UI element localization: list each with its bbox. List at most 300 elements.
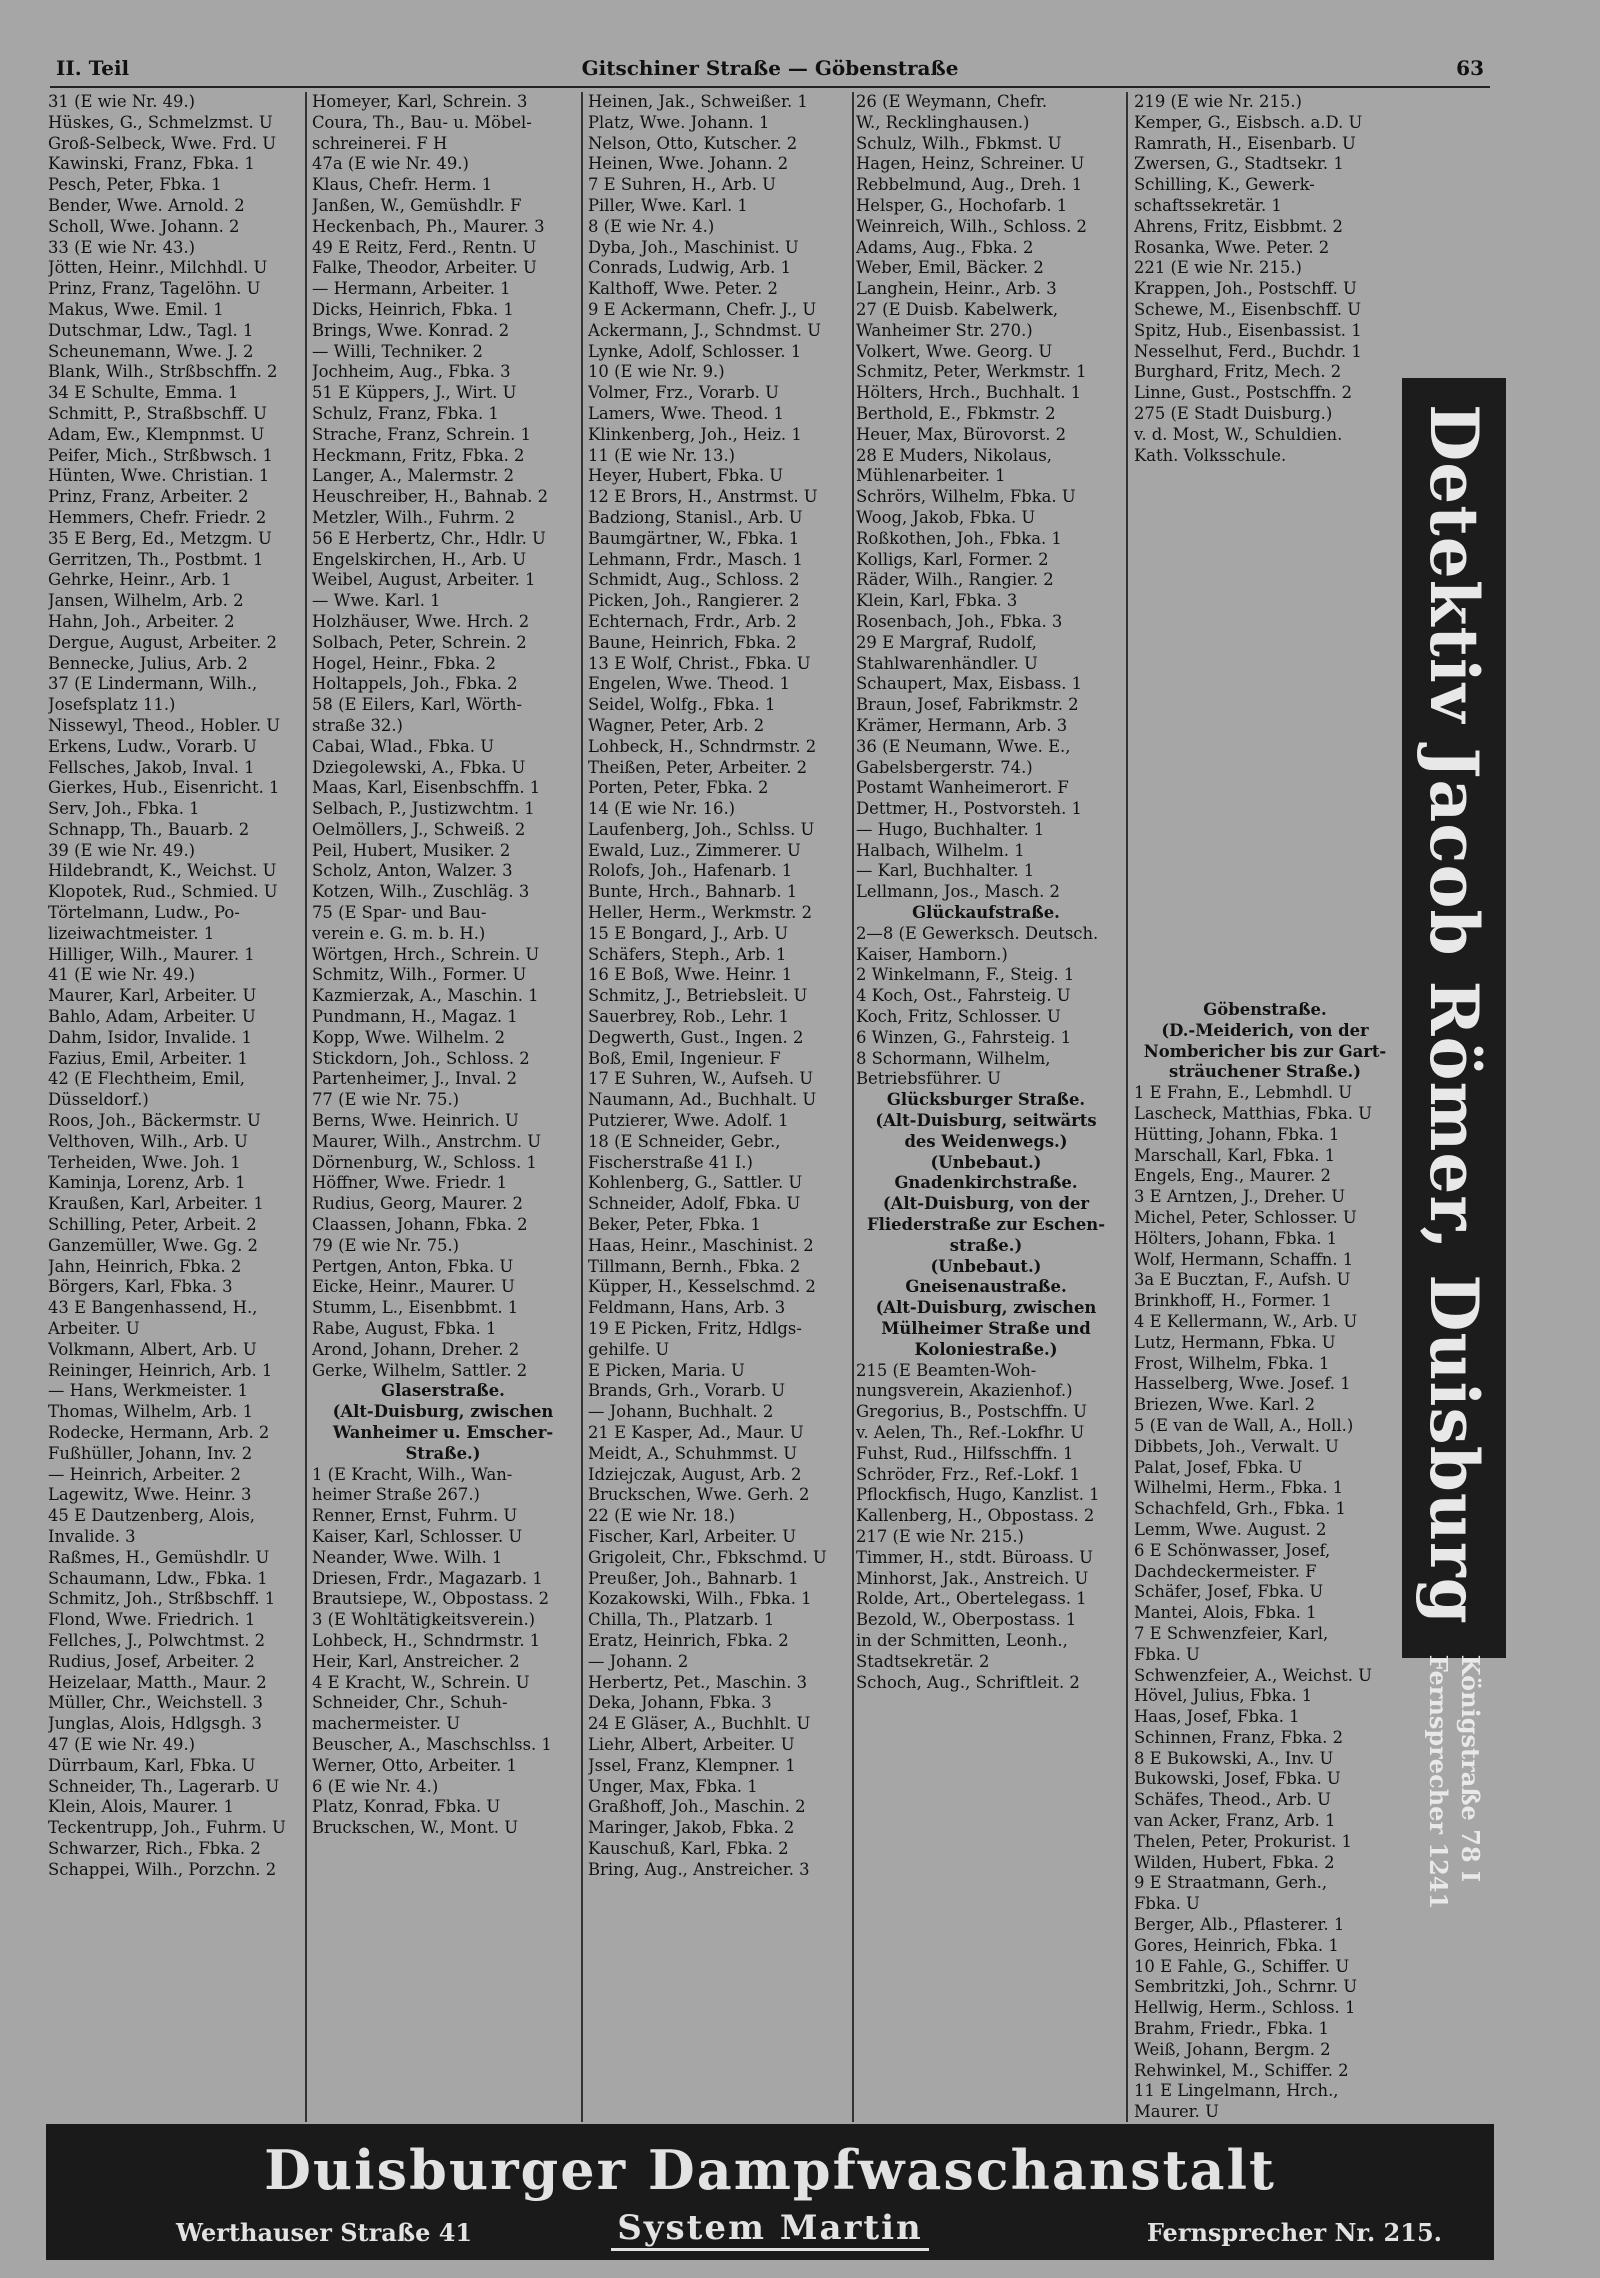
directory-entry-line: straße 32.)	[312, 715, 403, 735]
directory-entry-line: Heyer, Hubert, Fbka. U	[588, 466, 784, 486]
directory-entry-line: Stahlwarenhändler. U	[856, 653, 1038, 673]
street-range-title: Gitschiner Straße — Göbenstraße	[581, 56, 959, 80]
directory-entry-line: Berger, Alb., Pflasterer. 1	[1134, 1915, 1345, 1935]
directory-entry-line: Heckenbach, Ph., Maurer. 3	[312, 216, 545, 236]
directory-entry-line: Straße.)	[405, 1443, 481, 1463]
directory-entry-line: Platz, Wwe. Johann. 1	[588, 112, 770, 132]
directory-entry-line: Dziegolewski, A., Fbka. U	[312, 757, 526, 777]
directory-entry-line: 29 E Margraf, Rudolf,	[856, 632, 1037, 652]
directory-entry-line: Wanheimer u. Emscher-	[332, 1423, 554, 1442]
directory-entry-line: Brinkhoff, H., Former. 1	[1134, 1291, 1332, 1311]
directory-entry-line: Oelmöllers, J., Schweiß. 2	[312, 819, 526, 839]
directory-entry-line: 18 (E Schneider, Gebr.,	[588, 1131, 781, 1151]
directory-entry-line: Gregorius, B., Postschffn. U	[856, 1402, 1087, 1422]
directory-entry-line: Bruckschen, Wwe. Gerh. 2	[588, 1485, 810, 1505]
ad-laundry-phone: Fernsprecher Nr. 215.	[1146, 2218, 1442, 2247]
directory-entry-line: — Karl, Buchhalter. 1	[856, 861, 1035, 881]
directory-entry-line: Langer, A., Malermstr. 2	[312, 466, 515, 486]
directory-entry-line: Chilla, Th., Platzarb. 1	[588, 1610, 775, 1630]
directory-entry-line: Schachfeld, Grh., Fbka. 1	[1134, 1499, 1346, 1519]
directory-entry-line: (Alt-Duisburg, zwischen	[332, 1402, 554, 1422]
directory-entry-line: Degwerth, Gust., Ingen. 2	[588, 1027, 804, 1047]
directory-entry-line: Serv, Joh., Fbka. 1	[48, 799, 200, 819]
directory-entry-line: Heller, Herm., Werkmstr. 2	[588, 903, 813, 923]
directory-entry-line: Heuer, Max, Bürovorst. 2	[856, 424, 1067, 444]
directory-entry-line: Falke, Theodor, Arbeiter. U	[312, 258, 537, 278]
directory-entry-line: Blank, Wilh., Strßbschffn. 2	[48, 362, 278, 382]
directory-entry-line: 22 (E wie Nr. 18.)	[588, 1506, 736, 1526]
directory-entry-line: Adam, Ew., Klempnmst. U	[48, 424, 265, 444]
directory-entry-line: Brings, Wwe. Konrad. 2	[312, 320, 510, 340]
directory-entry-line: Stadtsekretär. 2	[856, 1651, 990, 1671]
directory-entry-line: Schinnen, Franz, Fbka. 2	[1134, 1727, 1344, 1747]
directory-entry-line: Roos, Joh., Bäckermstr. U	[48, 1111, 261, 1131]
directory-entry-line: Schäfer, Josef, Fbka. U	[1134, 1582, 1324, 1602]
directory-entry-line: Kopp, Wwe. Wilhelm. 2	[312, 1027, 506, 1047]
directory-entry-line: Fliederstraße zur Eschen-	[866, 1215, 1106, 1235]
directory-entry-line: Schneider, Adolf, Fbka. U	[588, 1194, 801, 1214]
directory-entry-line: Räder, Wilh., Rangier. 2	[856, 570, 1054, 590]
directory-entry-line: Picken, Joh., Rangierer. 2	[588, 591, 800, 611]
directory-entry-line: Jahn, Heinrich, Fbka. 2	[48, 1256, 242, 1276]
directory-entry-line: Rabe, August, Fbka. 1	[312, 1319, 497, 1339]
directory-entry-line: heimer Straße 267.)	[312, 1485, 480, 1505]
directory-entry-line: Piller, Wwe. Karl. 1	[588, 195, 748, 215]
directory-entry-line: Grigoleit, Chr., Fbkschmd. U	[588, 1547, 827, 1567]
ad-detective-phone: Fernsprecher 1241	[1424, 1654, 1453, 1910]
directory-entry-line: Terheiden, Wwe. Joh. 1	[48, 1152, 241, 1172]
directory-entry-line: Rolde, Art., Obertelegass. 1	[856, 1589, 1087, 1609]
directory-entry-line: Jochheim, Aug., Fbka. 3	[312, 362, 511, 382]
directory-entry-line: Kallenberg, H., Obpostass. 2	[856, 1506, 1095, 1526]
directory-entry-line: Fischer, Karl, Arbeiter. U	[588, 1526, 797, 1546]
directory-entry-line: Ramrath, H., Eisenbarb. U	[1134, 133, 1356, 153]
directory-entry-line: Lynke, Adolf, Schlosser. 1	[588, 341, 802, 361]
directory-entry-line: 16 E Boß, Wwe. Heinr. 1	[588, 965, 793, 985]
directory-entry-line: Rodecke, Hermann, Arb. 2	[48, 1423, 270, 1442]
directory-entry-line: Engels, Eng., Maurer. 2	[1134, 1166, 1331, 1186]
directory-entry-line: Zwersen, G., Stadtsekr. 1	[1134, 154, 1344, 174]
directory-entry-line: 27 (E Duisb. Kabelwerk,	[856, 299, 1059, 319]
directory-entry-line: Rosenbach, Joh., Fbka. 3	[856, 611, 1063, 631]
directory-entry-line: Wörtgen, Hrch., Schrein. U	[312, 944, 540, 964]
directory-entry-line: Sembritzki, Joh., Schrnr. U	[1134, 1977, 1358, 1997]
directory-entry-line: Laufenberg, Joh., Schlss. U	[588, 819, 815, 839]
directory-entry-line: v. d. Most, W., Schuldien.	[1134, 424, 1343, 444]
directory-entry-line: Höffner, Wwe. Friedr. 1	[312, 1173, 508, 1193]
directory-entry-line: Gerritzen, Th., Postbmt. 1	[48, 549, 264, 569]
directory-entry-line: Maurer. U	[1134, 2102, 1219, 2122]
directory-entry-line: Briezen, Wwe. Karl. 2	[1134, 1395, 1316, 1415]
directory-entry-line: Holzhäuser, Wwe. Hrch. 2	[312, 611, 530, 631]
directory-entry-line: Woog, Jakob, Fbka. U	[856, 507, 1036, 527]
directory-entry-line: 4 Koch, Ost., Fahrsteig. U	[856, 986, 1071, 1006]
directory-entry-line: Volkert, Wwe. Georg. U	[856, 341, 1053, 361]
directory-entry-line: Kolligs, Karl, Former. 2	[856, 549, 1049, 569]
directory-entry-line: Haas, Heinr., Maschinist. 2	[588, 1235, 814, 1255]
directory-entry-line: Bruckschen, W., Mont. U	[312, 1818, 519, 1838]
directory-entry-line: Hemmers, Chefr. Friedr. 2	[48, 507, 267, 527]
directory-entry-line: Heir, Karl, Anstreicher. 2	[312, 1651, 520, 1671]
directory-entry-line: 31 (E wie Nr. 49.)	[48, 92, 196, 111]
directory-entry-line: (Alt-Duisburg, seitwärts	[875, 1111, 1097, 1131]
directory-entry-line: Eicke, Heinr., Maurer. U	[312, 1277, 515, 1297]
directory-entry-line: Hahn, Joh., Arbeiter. 2	[48, 611, 235, 631]
directory-entry-line: 2—8 (E Gewerksch. Deutsch.	[856, 923, 1099, 943]
directory-entry-line: Theißen, Peter, Arbeiter. 2	[588, 757, 808, 777]
directory-entry-line: 6 Winzen, G., Fahrsteig. 1	[856, 1027, 1072, 1047]
directory-entry-line: Klaus, Chefr. Herm. 1	[312, 175, 493, 195]
directory-entry-line: Langhein, Heinr., Arb. 3	[856, 279, 1057, 299]
directory-entry-line: Herbertz, Pet., Maschin. 3	[588, 1672, 808, 1692]
directory-entry-line: 45 E Dautzenberg, Alois,	[48, 1506, 255, 1526]
directory-entry-line: Gabelsbergerstr. 74.)	[856, 757, 1033, 777]
directory-entry-line: Baune, Heinrich, Fbka. 2	[588, 632, 797, 652]
directory-entry-line: Burghard, Fritz, Mech. 2	[1134, 362, 1342, 382]
directory-entry-line: Lascheck, Matthias, Fbka. U	[1134, 1103, 1372, 1123]
directory-entry-line: — Hugo, Buchhalter. 1	[856, 819, 1045, 839]
directory-entry-line: Weiß, Johann, Bergm. 2	[1134, 2039, 1331, 2059]
directory-entry-line: Rehwinkel, M., Schiffer. 2	[1134, 2060, 1349, 2080]
directory-entry-line: Schaumann, Ldw., Fbka. 1	[48, 1568, 268, 1588]
directory-entry-line: Schmitt, P., Straßbschff. U	[48, 403, 267, 423]
directory-entry-line: Helsper, G., Hochofarb. 1	[856, 195, 1068, 215]
directory-entry-line: Ackermann, J., Schndmst. U	[588, 320, 822, 340]
directory-entry-line: Lellmann, Jos., Masch. 2	[856, 882, 1060, 902]
directory-entry-line: Kawinski, Franz, Fbka. 1	[48, 154, 255, 174]
directory-entry-line: Dörnenburg, W., Schloss. 1	[312, 1152, 537, 1172]
directory-entry-line: Prinz, Franz, Tagelöhn. U	[48, 279, 261, 299]
directory-entry-line: straße.)	[949, 1235, 1023, 1255]
directory-entry-line: Schrörs, Wilhelm, Fbka. U	[856, 487, 1076, 507]
directory-entry-line: Brands, Grh., Vorarb. U	[588, 1381, 786, 1401]
directory-entry-line: (Unbebaut.)	[930, 1256, 1042, 1276]
directory-entry-line: Adams, Aug., Fbka. 2	[856, 237, 1034, 257]
directory-entry-line: Lehmann, Frdr., Masch. 1	[588, 549, 803, 569]
directory-entry-line: Schoch, Aug., Schriftleit. 2	[856, 1672, 1080, 1692]
directory-entry-line: Selbach, P., Justizwchtm. 1	[312, 799, 535, 819]
directory-entry-line: Klinkenberg, Joh., Heiz. 1	[588, 424, 802, 444]
directory-entry-line: Fazius, Emil, Arbeiter. 1	[48, 1048, 248, 1068]
directory-entry-line: Ahrens, Fritz, Eisbbmt. 2	[1134, 216, 1343, 236]
directory-entry-line: (Alt-Duisburg, von der	[882, 1194, 1090, 1214]
directory-entry-line: Neander, Wwe. Wilh. 1	[312, 1547, 503, 1567]
directory-entry-line: Schmitz, J., Betriebsleit. U	[588, 986, 808, 1006]
directory-entry-line: Hütting, Johann, Fbka. 1	[1134, 1124, 1340, 1144]
directory-entry-line: Arbeiter. U	[48, 1319, 140, 1339]
directory-entry-line: Koloniestraße.)	[914, 1339, 1058, 1359]
directory-entry-line: Küpper, H., Kesselschmd. 2	[588, 1277, 816, 1297]
directory-entry-line: 1 (E Kracht, Wilh., Wan-	[312, 1464, 513, 1484]
directory-entry-line: Koch, Fritz, Schlosser. U	[856, 1007, 1061, 1027]
directory-entry-line: Kemper, G., Eisbsch. a.D. U	[1134, 112, 1363, 132]
directory-entry-line: schaftssekretär. 1	[1134, 195, 1282, 215]
directory-entry-line: 7 E Schwenzfeier, Karl,	[1134, 1623, 1329, 1643]
directory-entry-line: 12 E Brors, H., Anstrmst. U	[588, 487, 818, 507]
directory-entry-line: 58 (E Eilers, Karl, Wörth-	[312, 695, 523, 715]
directory-entry-line: Gneisenaustraße.	[905, 1277, 1067, 1297]
directory-entry-line: 28 E Muders, Nikolaus,	[856, 445, 1053, 465]
directory-entry-line: Rudius, Josef, Arbeiter. 2	[48, 1651, 255, 1671]
directory-entry-line: 5 (E van de Wall, A., Holl.)	[1134, 1415, 1354, 1435]
directory-entry-line: Maurer, Karl, Arbeiter. U	[48, 986, 257, 1006]
directory-entry-line: Engelskirchen, H., Arb. U	[312, 549, 527, 569]
directory-entry-line: 9 E Ackermann, Chefr. J., U	[588, 299, 817, 319]
ad-detective-name: Detektiv Jacob Römer, Duisburg	[1415, 404, 1493, 1625]
directory-entry-line: Dergue, August, Arbeiter. 2	[48, 632, 277, 652]
directory-entry-line: 1 E Frahn, E., Lebmhdl. U	[1134, 1083, 1353, 1103]
directory-entry-line: Heinen, Jak., Schweißer. 1	[588, 92, 808, 111]
directory-entry-line: Schaupert, Max, Eisbass. 1	[856, 674, 1083, 694]
ad-laundry-title: Duisburger Dampfwaschanstalt	[264, 2138, 1276, 2202]
directory-entry-line: — Willi, Techniker. 2	[312, 341, 483, 361]
directory-entry-line: Ewald, Luz., Zimmerer. U	[588, 840, 801, 860]
directory-entry-line: Frost, Wilhelm, Fbka. 1	[1134, 1353, 1330, 1373]
directory-entry-line: — Hans, Werkmeister. 1	[48, 1381, 249, 1401]
directory-entry-line: Kath. Volksschule.	[1134, 445, 1287, 465]
directory-entry-line: Volkmann, Albert, Arb. U	[48, 1339, 257, 1359]
directory-entry-line: Porten, Peter, Fbka. 2	[588, 778, 769, 798]
directory-entry-line: 4 E Kracht, W., Schrein. U	[312, 1672, 530, 1692]
directory-entry-line: Weibel, August, Arbeiter. 1	[312, 570, 536, 590]
directory-entry-line: Weinreich, Wilh., Schloss. 2	[856, 216, 1087, 236]
directory-entry-line: Ganzemüller, Wwe. Gg. 2	[48, 1235, 258, 1255]
directory-entry-line: Scheunemann, Wwe. J. 2	[48, 341, 254, 361]
directory-entry-line: Dürrbaum, Karl, Fbka. U	[48, 1755, 256, 1775]
directory-entry-line: Schilling, K., Gewerk-	[1134, 175, 1315, 195]
directory-entry-line: 75 (E Spar- und Bau-	[312, 903, 487, 923]
directory-entry-line: Glaserstraße.	[381, 1381, 505, 1401]
directory-entry-line: 7 E Suhren, H., Arb. U	[588, 175, 776, 195]
directory-entry-line: Liehr, Albert, Arbeiter. U	[588, 1734, 795, 1754]
directory-entry-line: nungsverein, Akazienhof.)	[856, 1381, 1073, 1401]
directory-entry-line: 3 (E Wohltätigkeitsverein.)	[312, 1610, 536, 1630]
directory-entry-line: Timmer, H., stdt. Büroass. U	[856, 1547, 1093, 1567]
directory-entry-line: Gores, Heinrich, Fbka. 1	[1134, 1935, 1339, 1955]
directory-entry-line: Metzler, Wilh., Fuhrm. 2	[312, 507, 516, 527]
directory-entry-line: Lohbeck, H., Schndrmstr. 1	[312, 1630, 541, 1650]
directory-entry-line: Hövel, Julius, Fbka. 1	[1134, 1686, 1313, 1706]
directory-entry-line: Lutz, Hermann, Fbka. U	[1134, 1332, 1336, 1352]
directory-entry-line: Hünten, Wwe. Christian. 1	[48, 466, 270, 486]
directory-entry-line: Rebbelmund, Aug., Dreh. 1	[856, 175, 1083, 195]
directory-entry-line: Schnapp, Th., Bauarb. 2	[48, 819, 250, 839]
directory-entry-line: lizeiwachtmeister. 1	[48, 923, 215, 943]
directory-entry-line: 2 Winkelmann, F., Steig. 1	[856, 965, 1075, 985]
directory-entry-line: Schmitz, Joh., Strßbschff. 1	[48, 1589, 276, 1609]
directory-entry-line: 15 E Bongard, J., Arb. U	[588, 923, 789, 943]
directory-entry-line: Flond, Wwe. Friedrich. 1	[48, 1610, 256, 1630]
directory-entry-line: 17 E Suhren, W., Aufseh. U	[588, 1069, 814, 1089]
directory-entry-line: Glücksburger Straße.	[886, 1090, 1086, 1110]
directory-entry-line: 49 E Reitz, Ferd., Rentn. U	[312, 237, 537, 257]
directory-column-5-bottom	[1134, 1000, 1396, 2122]
directory-entry-line: Kauschuß, Karl, Fbka. 2	[588, 1838, 789, 1858]
directory-entry-line: Invalide. 3	[48, 1526, 136, 1546]
directory-entry-line: 6 E Schönwasser, Josef,	[1134, 1540, 1331, 1560]
directory-entry-line: 215 (E Beamten-Woh-	[856, 1360, 1037, 1380]
directory-entry-line: E Picken, Maria. U	[588, 1360, 745, 1380]
ad-detective-contact	[1422, 1655, 1486, 1909]
page-number: 63	[1456, 56, 1484, 80]
directory-entry-line: 43 E Bangenhassend, H.,	[48, 1298, 258, 1318]
directory-entry-line: Bennecke, Julius, Arb. 2	[48, 653, 248, 673]
directory-entry-line: Thelen, Peter, Prokurist. 1	[1134, 1831, 1352, 1851]
directory-entry-line: Eratz, Heinrich, Fbka. 2	[588, 1630, 789, 1650]
directory-entry-line: Schmidt, Aug., Schloss. 2	[588, 570, 800, 590]
directory-entry-line: 11 E Lingelmann, Hrch.,	[1134, 2081, 1339, 2101]
directory-entry-line: Jansen, Wilhelm, Arb. 2	[48, 591, 244, 611]
ad-laundry-address: Werthauser Straße 41	[176, 2218, 473, 2247]
directory-entry-line: Lemm, Wwe. August. 2	[1134, 1519, 1327, 1539]
directory-entry-line: 39 (E wie Nr. 49.)	[48, 840, 196, 860]
directory-entry-line: 8 E Bukowski, A., Inv. U	[1134, 1748, 1334, 1768]
directory-entry-line: Bender, Wwe. Arnold. 2	[48, 195, 245, 215]
detective-advertisement	[1402, 378, 1506, 1910]
directory-entry-line: 3a E Bucztan, F., Aufsh. U	[1134, 1270, 1351, 1290]
directory-entry-line: Kaminja, Lorenz, Arb. 1	[48, 1173, 246, 1193]
directory-entry-line: Braun, Josef, Fabrikmstr. 2	[856, 695, 1079, 715]
directory-entry-line: Pertgen, Anton, Fbka. U	[312, 1256, 514, 1276]
directory-entry-line: Gnadenkirchstraße.	[894, 1173, 1078, 1193]
directory-entry-line: 51 E Küppers, J., Wirt. U	[312, 383, 517, 403]
directory-entry-line: Rudius, Georg, Maurer. 2	[312, 1194, 523, 1214]
directory-entry-line: Krämer, Hermann, Arb. 3	[856, 715, 1068, 735]
directory-entry-line: 4 E Kellermann, W., Arb. U	[1134, 1311, 1358, 1331]
directory-entry-line: Hasselberg, Wwe. Josef. 1	[1134, 1374, 1351, 1394]
directory-entry-line: 26 (E Weymann, Chefr.	[856, 92, 1048, 111]
directory-entry-line: Mühlenarbeiter. 1	[856, 466, 1006, 486]
directory-entry-line: Velthoven, Wilh., Arb. U	[48, 1131, 248, 1151]
directory-entry-line: Nesselhut, Ferd., Buchdr. 1	[1134, 341, 1362, 361]
directory-entry-line: Schäfers, Steph., Arb. 1	[588, 944, 787, 964]
directory-entry-line: Dahm, Isidor, Invalide. 1	[48, 1027, 252, 1047]
directory-entry-line: W., Recklinghausen.)	[856, 112, 1030, 132]
directory-entry-line: Bezold, W., Oberpostass. 1	[856, 1610, 1077, 1630]
directory-entry-line: Peil, Hubert, Musiker. 2	[312, 840, 511, 860]
directory-entry-line: Pflockfisch, Hugo, Kanzlist. 1	[856, 1485, 1100, 1505]
directory-entry-line: Solbach, Peter, Schrein. 2	[312, 632, 527, 652]
directory-entry-line: Nissewyl, Theod., Hobler. U	[48, 715, 281, 735]
directory-entry-line: 8 Schormann, Wilhelm,	[856, 1048, 1051, 1068]
directory-entry-line: Gehrke, Heinr., Arb. 1	[48, 570, 232, 590]
directory-entry-line: Seidel, Wolfg., Fbka. 1	[588, 695, 776, 715]
directory-entry-line: Partenheimer, J., Inval. 2	[312, 1069, 518, 1089]
directory-entry-line: Feldmann, Hans, Arb. 3	[588, 1298, 786, 1318]
directory-entry-line: Kaiser, Karl, Schlosser. U	[312, 1526, 523, 1546]
directory-entry-line: Janßen, W., Gemüshdlr. F	[312, 195, 522, 215]
ad-laundry-system-label: System Martin	[611, 2208, 929, 2251]
directory-entry-line: machermeister. U	[312, 1714, 461, 1734]
directory-entry-line: Hagen, Heinz, Schreiner. U	[856, 154, 1085, 174]
directory-entry-line: Nelson, Otto, Kutscher. 2	[588, 133, 798, 153]
directory-entry-line: Fbka. U	[1134, 1644, 1200, 1664]
directory-entry-line: 79 (E wie Nr. 75.)	[312, 1235, 460, 1255]
directory-entry-line: Arond, Johann, Dreher. 2	[312, 1339, 520, 1359]
directory-entry-line: Hellwig, Herm., Schloss. 1	[1134, 1998, 1356, 2018]
directory-entry-line: Idziejczak, August, Arb. 2	[588, 1464, 802, 1484]
directory-entry-line: 10 E Fahle, G., Schiffer. U	[1134, 1956, 1350, 1976]
directory-entry-line: Kotzen, Wilh., Zuschläg. 3	[312, 882, 530, 902]
directory-entry-line: Gierkes, Hub., Eisenricht. 1	[48, 778, 280, 798]
directory-entry-line: Berthold, E., Fbkmstr. 2	[856, 403, 1056, 423]
directory-entry-line: v. Aelen, Th., Ref.-Lokfhr. U	[856, 1423, 1085, 1442]
directory-entry-line: 13 E Wolf, Christ., Fbka. U	[588, 653, 811, 673]
directory-entry-line: Deka, Johann, Fbka. 3	[588, 1693, 772, 1713]
directory-entry-line: Kraußen, Karl, Arbeiter. 1	[48, 1194, 264, 1214]
directory-entry-line: Jötten, Heinr., Milchhdl. U	[48, 258, 268, 278]
directory-entry-line: Spitz, Hub., Eisenbassist. 1	[1134, 320, 1362, 340]
directory-entry-line: (D.-Meiderich, von der	[1161, 1020, 1369, 1040]
directory-entry-line: Schewe, M., Eisenbschff. U	[1134, 299, 1362, 319]
directory-entry-line: Schulz, Franz, Fbka. 1	[312, 403, 499, 423]
directory-entry-line: Schneider, Chr., Schuh-	[312, 1693, 508, 1713]
directory-entry-line: Gerke, Wilhelm, Sattler. 2	[312, 1360, 528, 1380]
directory-entry-line: 19 E Picken, Fritz, Hdlgs-	[588, 1319, 802, 1339]
directory-entry-line: Schulz, Wilh., Fbkmst. U	[856, 133, 1062, 153]
directory-entry-line: Marschall, Karl, Fbka. 1	[1134, 1145, 1336, 1165]
directory-entry-line: Beuscher, A., Maschschlss. 1	[312, 1734, 552, 1754]
directory-entry-line: Hölters, Hrch., Buchhalt. 1	[856, 383, 1082, 403]
directory-entry-line: 47a (E wie Nr. 49.)	[312, 154, 469, 174]
directory-entry-line: Echternach, Frdr., Arb. 2	[588, 611, 797, 631]
directory-entry-line: Thomas, Wilhelm, Arb. 1	[48, 1402, 254, 1422]
ad-detective-address: Königstraße 78 I	[1456, 1654, 1485, 1883]
directory-entry-line: Dyba, Joh., Maschinist. U	[588, 237, 799, 257]
directory-entry-line: Meidt, A., Schuhmmst. U	[588, 1443, 798, 1463]
directory-entry-line: Heckmann, Fritz, Fbka. 2	[312, 445, 525, 465]
directory-entry-line: Bahlo, Adam, Arbeiter. U	[48, 1007, 256, 1027]
directory-entry-line: Heizelaar, Matth., Maur. 2	[48, 1672, 267, 1692]
directory-entry-line: Göbenstraße.	[1203, 1000, 1327, 1019]
directory-entry-line: Makus, Wwe. Emil. 1	[48, 299, 224, 319]
directory-entry-line: Schilling, Peter, Arbeit. 2	[48, 1215, 257, 1235]
directory-entry-line: Fischerstraße 41 I.)	[588, 1152, 753, 1172]
directory-entry-line: Erkens, Ludw., Vorarb. U	[48, 736, 257, 756]
directory-entry-line: Hogel, Heinr., Fbka. 2	[312, 653, 496, 673]
directory-entry-line: Wagner, Peter, Arb. 2	[588, 715, 765, 735]
directory-entry-line: Strache, Franz, Schrein. 1	[312, 424, 532, 444]
directory-entry-line: Tillmann, Bernh., Fbka. 2	[588, 1256, 801, 1276]
directory-entry-line: 35 E Berg, Ed., Metzgm. U	[48, 528, 272, 548]
directory-entry-line: Kozakowski, Wilh., Fbka. 1	[588, 1589, 812, 1609]
directory-entry-line: Betriebsführer. U	[856, 1069, 1001, 1089]
directory-entry-line: Cabai, Wlad., Fbka. U	[312, 736, 495, 756]
directory-entry-line: Hildebrandt, K., Weichst. U	[48, 861, 277, 881]
directory-entry-line: — Heinrich, Arbeiter. 2	[48, 1464, 241, 1484]
directory-entry-line: 14 (E wie Nr. 16.)	[588, 799, 736, 819]
directory-entry-line: Fellsches, Jakob, Inval. 1	[48, 757, 255, 777]
directory-entry-line: (Unbebaut.)	[930, 1152, 1042, 1172]
directory-entry-line: Postamt Wanheimerort. F	[856, 778, 1069, 798]
directory-entry-line: Brautsiepe, W., Obpostass. 2	[312, 1589, 550, 1609]
directory-entry-line: Renner, Ernst, Fuhrm. U	[312, 1506, 518, 1526]
directory-entry-line: Schäfes, Theod., Arb. U	[1134, 1790, 1331, 1810]
directory-entry-line: Teckentrupp, Joh., Fuhrm. U	[48, 1818, 286, 1838]
directory-entry-line: Kohlenberg, G., Sattler. U	[588, 1173, 803, 1193]
directory-entry-line: Engelen, Wwe. Theod. 1	[588, 674, 791, 694]
directory-entry-line: 34 E Schulte, Emma. 1	[48, 383, 239, 403]
directory-entry-line: Platz, Konrad, Fbka. U	[312, 1797, 501, 1817]
directory-entry-line: Werner, Otto, Arbeiter. 1	[312, 1755, 517, 1775]
directory-entry-line: Wilden, Hubert, Fbka. 2	[1134, 1852, 1335, 1872]
directory-entry-line: 8 (E wie Nr. 4.)	[588, 216, 715, 236]
directory-entry-line: Klopotek, Rud., Schmied. U	[48, 882, 278, 902]
directory-entry-line: Roßkothen, Joh., Fbka. 1	[856, 528, 1062, 548]
directory-entry-line: Dettmer, H., Postvorsteh. 1	[856, 799, 1082, 819]
directory-entry-line: Dutschmar, Ldw., Tagl. 1	[48, 320, 254, 340]
directory-column-3	[588, 92, 850, 2124]
